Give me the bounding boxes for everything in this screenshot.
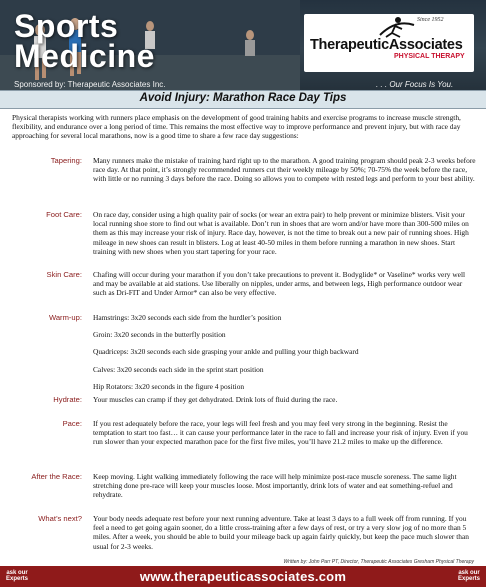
section-paragraph: On race day, consider using a high quality pair of socks (or wear an extra pair) to help prevent or minimize blisters. Visit your local running shoe store to find out what is available. Don’t run in shoes that are worn and/or have more than 300-500 miles on them as this may increase your risk of injury. Race day, however, is not the time to break out a new pair of running shoes. High mileage in new shoes can result in blisters. Log at least 40-50 miles in them before running a marathon in new shoes. Start training with new shoes when you start tapering for your race. [93,210,469,256]
section-body [93,514,477,557]
section-body [93,270,477,304]
section-paragraph: Your body needs adequate rest before your next running adventure. Take at least 3 days to a full week off from running. If you feel a need to get going again sooner, do a little cross-training after a few days of rest, or try a very slow jog of no more than 5 miles. After a week, you should be able to build your mileage back up again fairly quickly, but keep the pace much slower than usual for 2-3 weeks. [93,514,469,551]
article-banner [0,90,486,109]
section-label: Warm-up: [48,313,82,322]
sponsor-text: Sponsored by: Therapeutic Associates Inc. [14,80,166,89]
section-label: Hydrate: [53,395,82,404]
section-label: What’s next? [38,514,82,523]
section-paragraph: Your muscles can cramp if they get dehydrated. Drink lots of fluid during the race. [93,395,338,404]
ask-line2: Experts [457,576,480,582]
footer [0,566,486,587]
section-label: After the Race: [31,472,82,481]
author-credit: Written by: John Parr PT, Director, Therapeutic Associates Gresham Physical Therapy [283,559,474,565]
stretch-item: Quadriceps: 3x20 seconds each side grasping your ankle and pulling your thigh backward [93,347,359,357]
page-title-line2: Medicine [14,38,155,74]
ask-experts-badge-right[interactable] [458,570,480,582]
ask-line1: ask our [458,570,480,576]
stretch-item: Groin: 3x20 seconds in the butterfly position [93,330,226,340]
website-link[interactable]: www.therapeuticassociates.com [139,569,347,584]
section-body [93,472,477,506]
stretch-item: Hip Rotators: 3x20 seconds in the figure 4 position [93,381,245,391]
section-body [93,210,477,262]
section-label: Foot Care: [46,210,82,219]
section-body [93,419,477,453]
ask-line1: ask our [6,570,28,576]
stretch-item: Hamstrings: 3x20 seconds each side from the hurdler’s position [93,313,282,322]
section-label: Pace: [62,419,82,428]
company-logo[interactable] [304,14,474,72]
section-paragraph: Many runners make the mistake of training hard right up to the marathon. A good training program should peak 2-3 weeks before race day. At that point, it’s strongly recommended runners cut their weekly mileage by 50%; 70-75% the week before the race, with little or no running 3 days before the race. Doing so allows you to compete with rested legs and perform to your best ability. [93,156,476,184]
section-label: Skin Care: [46,270,82,279]
section-paragraph: Chafing will occur during your marathon if you don’t take precautions to prevent it. Bodyglide* or Vaseline* works very well and may be available at aid stations. Use liberally on nipples, under arms, and between legs, High performance outdoor wear such as Dri-FIT and Under Armor* can also be very effective. [93,270,466,298]
tagline: . . . Our Focus Is You. [376,80,454,89]
page-title-line1: Sports [14,8,119,44]
stretch-item: Calves: 3x20 seconds each side in the sprint start position [93,364,264,374]
section-paragraph: Keep moving. Light walking immediately following the race will help minimize post-race muscle soreness. The same light stretching done pre-race will keep your muscles loose. Most importantly, drink lots of water and eat something-refuel and rehydrate. [93,472,457,500]
ask-line2: Experts [6,576,29,582]
intro-paragraph: Physical therapists working with runners place emphasis on the development of good training habits and exercise programs to increase muscle strength, flexibility, and endurance over a long period of time. This remains the most effective way to improve performance and prevent injury, but with race day approaching for several local marathons, now is a good time to share a few race day suggestions: [12,113,461,141]
logo-since: Since 1952 [417,17,444,23]
article-title: Avoid Injury: Marathon Race Day Tips [139,92,347,104]
section-label: Tapering: [50,156,82,165]
section-body [93,313,477,399]
logo-name: TherapeuticAssociates [310,37,463,53]
logo-subtitle: PHYSICAL THERAPY [394,53,465,60]
section-body [93,156,477,190]
section-body [93,395,477,410]
section-paragraph: If you rest adequately before the race, your legs will feel fresh and you may feel very strong in the beginning. Resist the temptation to start too fast… it can cause your performance later in the race to fall and increase your risk of injury. Even if you run slower than your expected marathon pace for the first five miles, you’ll have 21.2 miles to make up the difference. [93,419,468,447]
